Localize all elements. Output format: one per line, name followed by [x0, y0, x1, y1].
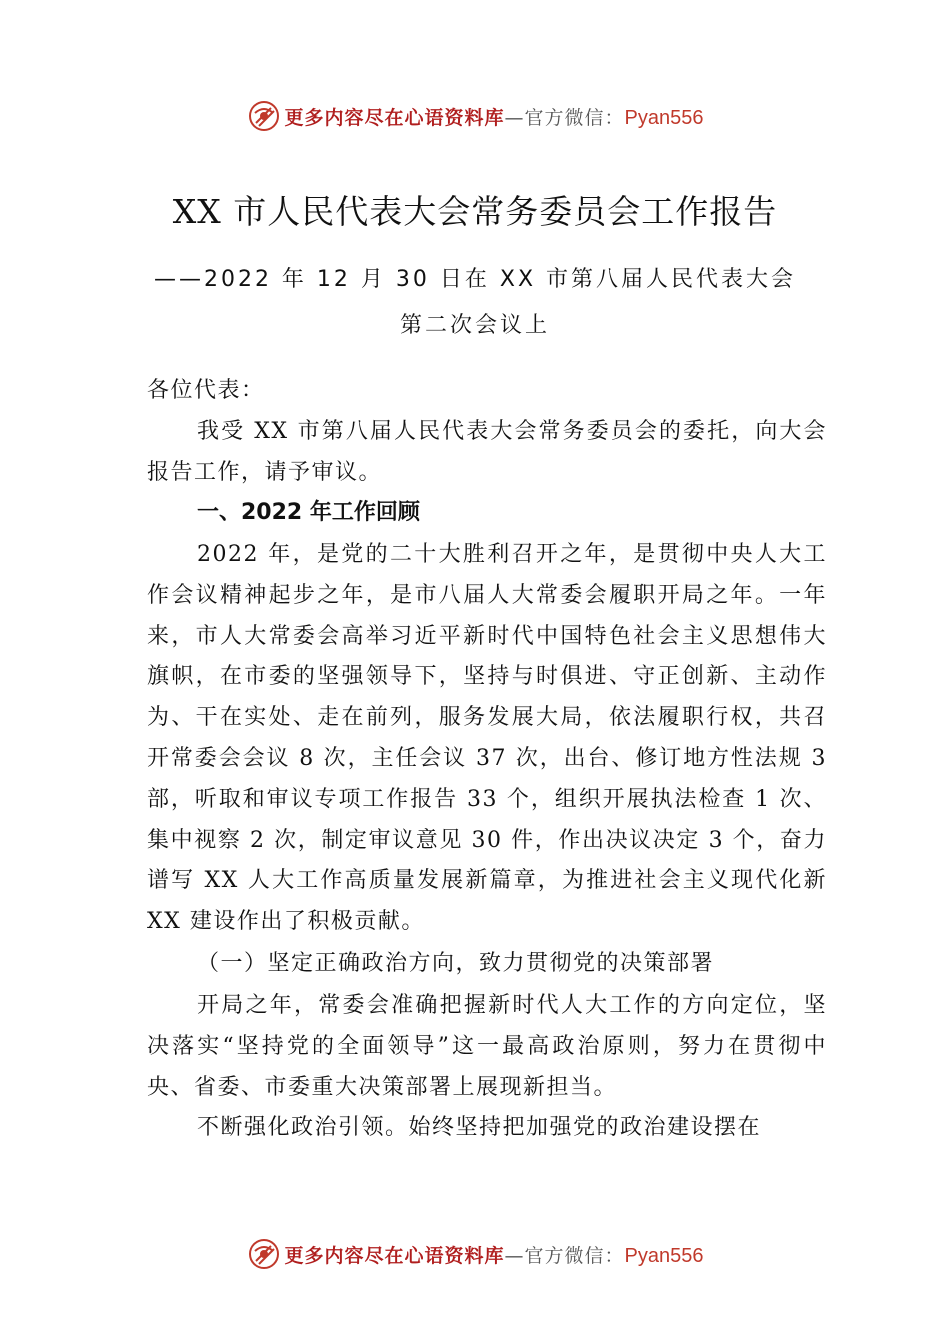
subsection-paragraph-2: 不断强化政治引领。始终坚持把加强党的政治建设摆在 — [197, 1115, 762, 1140]
salutation: 各位代表： — [147, 378, 265, 403]
document-subtitle-line2: 第二次会议上 — [399, 313, 550, 338]
footer-banner — [0, 1234, 950, 1274]
banner-wechat-handle: Pyan556 — [624, 1244, 704, 1267]
section-heading: 一、2022 年工作回顾 — [197, 500, 420, 525]
banner-wechat-handle: Pyan556 — [624, 106, 704, 129]
document-subtitle-line1: ——2022 年 12 月 30 日在 XX 市第八届人民代表大会 — [153, 267, 797, 292]
subsection-paragraph: 开局之年，常委会准确把握新时代人大工作的方向定位，坚决落实“坚持党的全面领导”这一最高政治原则，努力在贯彻中央、省委、市委重大决策部署上展现新担当。 — [147, 993, 827, 1100]
brand-logo-icon — [247, 1237, 281, 1271]
banner-brand: 更多内容尽在心语资料库 — [284, 106, 505, 129]
banner-text — [285, 103, 704, 130]
section-paragraph: 2022 年，是党的二十大胜利召开之年，是贯彻中央人大工作会议精神起步之年，是市八届人大常委会履职开局之年。一年来，市人大常委会高举习近平新时代中国特色社会主义思想伟大旗帜，在市委的坚强领导下，坚持与时俱进、守正创新、主动作为、干在实处、走在前列，服务发展大局，依法履职行权，共召开常委会会议 8 次，主任会议 37 次，出台、修订地方性法规 3 部，听取和审议专项工作报告 33 个，组织开展执法检查 1 次、集中视察 2 次，制定审议意见 30 件，作出决议决定 3 个，奋力谱写 XX 人大工作高质量发展新篇章，为推进社会主义现代化新 XX 建设作出了积极贡献。 — [147, 542, 827, 935]
document-title: XX 市人民代表大会常务委员会工作报告 — [172, 192, 778, 231]
banner-wechat-label: —官方微信： — [504, 1244, 625, 1267]
intro-paragraph: 我受 XX 市第八届人民代表大会常务委员会的委托，向大会报告工作，请予审议。 — [147, 419, 827, 485]
subsection-heading: （一）坚定正确政治方向，致力贯彻党的决策部署 — [197, 951, 715, 976]
banner-brand: 更多内容尽在心语资料库 — [284, 1244, 505, 1267]
banner-text — [285, 1241, 704, 1268]
banner-wechat-label: —官方微信： — [504, 106, 625, 129]
brand-logo-icon — [247, 99, 281, 133]
header-banner — [0, 96, 950, 136]
